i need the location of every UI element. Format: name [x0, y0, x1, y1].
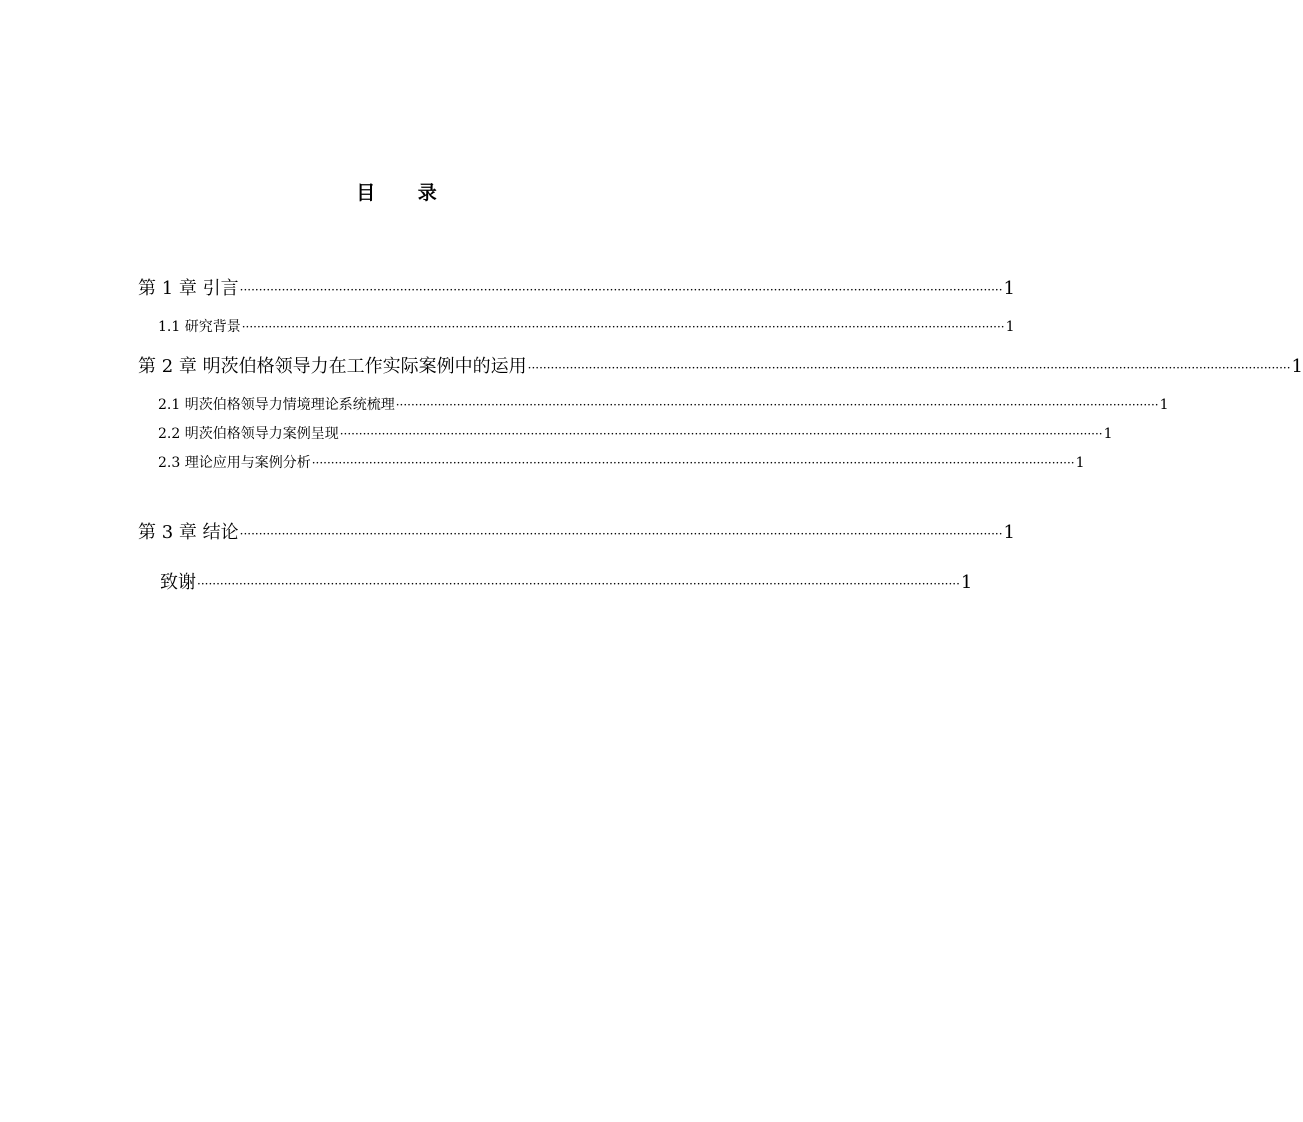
toc-leader-dots: ········································································································································································································ — [311, 456, 1075, 470]
toc-entry-label: 1.1 研究背景 — [158, 319, 241, 335]
toc-entry-label: 2.3 理论应用与案例分析 — [158, 455, 311, 471]
toc-entry-section-1-1[interactable] — [158, 316, 1015, 336]
toc-page-number: 1 — [1003, 278, 1015, 299]
toc-leader-dots: ········································································································································································································ — [239, 283, 1003, 297]
toc-entry-label: 第 3 章 结论 — [138, 522, 239, 543]
toc-entry-acknowledgements[interactable] — [160, 568, 973, 594]
toc-entry-section-2-2[interactable] — [158, 423, 1113, 443]
toc-entry-label: 2.2 明茨伯格领导力案例呈现 — [158, 426, 339, 442]
toc-page-number: 1 — [1103, 426, 1113, 442]
toc-entry-chapter-1[interactable] — [138, 274, 1015, 300]
toc-page-number: 1 — [1291, 356, 1303, 377]
toc-leader-dots: ········································································································································································································ — [241, 320, 1005, 334]
toc-entry-chapter-2[interactable] — [138, 352, 1303, 378]
toc-leader-dots: ········································································································································································································ — [527, 361, 1291, 375]
toc-leader-dots: ········································································································································································································ — [339, 427, 1103, 441]
toc-entry-label: 第 2 章 明茨伯格领导力在工作实际案例中的运用 — [138, 356, 527, 377]
toc-entry-chapter-3[interactable] — [138, 518, 1015, 544]
toc-page-number: 1 — [1005, 319, 1015, 335]
toc-entry-label: 2.1 明茨伯格领导力情境理论系统梳理 — [158, 397, 395, 413]
toc-title: 目 录 — [356, 182, 455, 204]
toc-leader-dots: ········································································································································································································ — [395, 398, 1159, 412]
toc-leader-dots: ········································································································································································································ — [239, 527, 1003, 541]
toc-entry-section-2-3[interactable] — [158, 452, 1085, 472]
toc-entry-section-2-1[interactable] — [158, 394, 1169, 414]
toc-page-number: 1 — [1075, 455, 1085, 471]
toc-page-number: 1 — [1003, 522, 1015, 543]
toc-entry-label: 致谢 — [160, 572, 196, 593]
toc-leader-dots: ········································································································································································································ — [197, 577, 960, 591]
toc-page-number: 1 — [1159, 397, 1169, 413]
toc-entry-label: 第 1 章 引言 — [138, 278, 239, 299]
toc-page-number: 1 — [960, 572, 973, 593]
